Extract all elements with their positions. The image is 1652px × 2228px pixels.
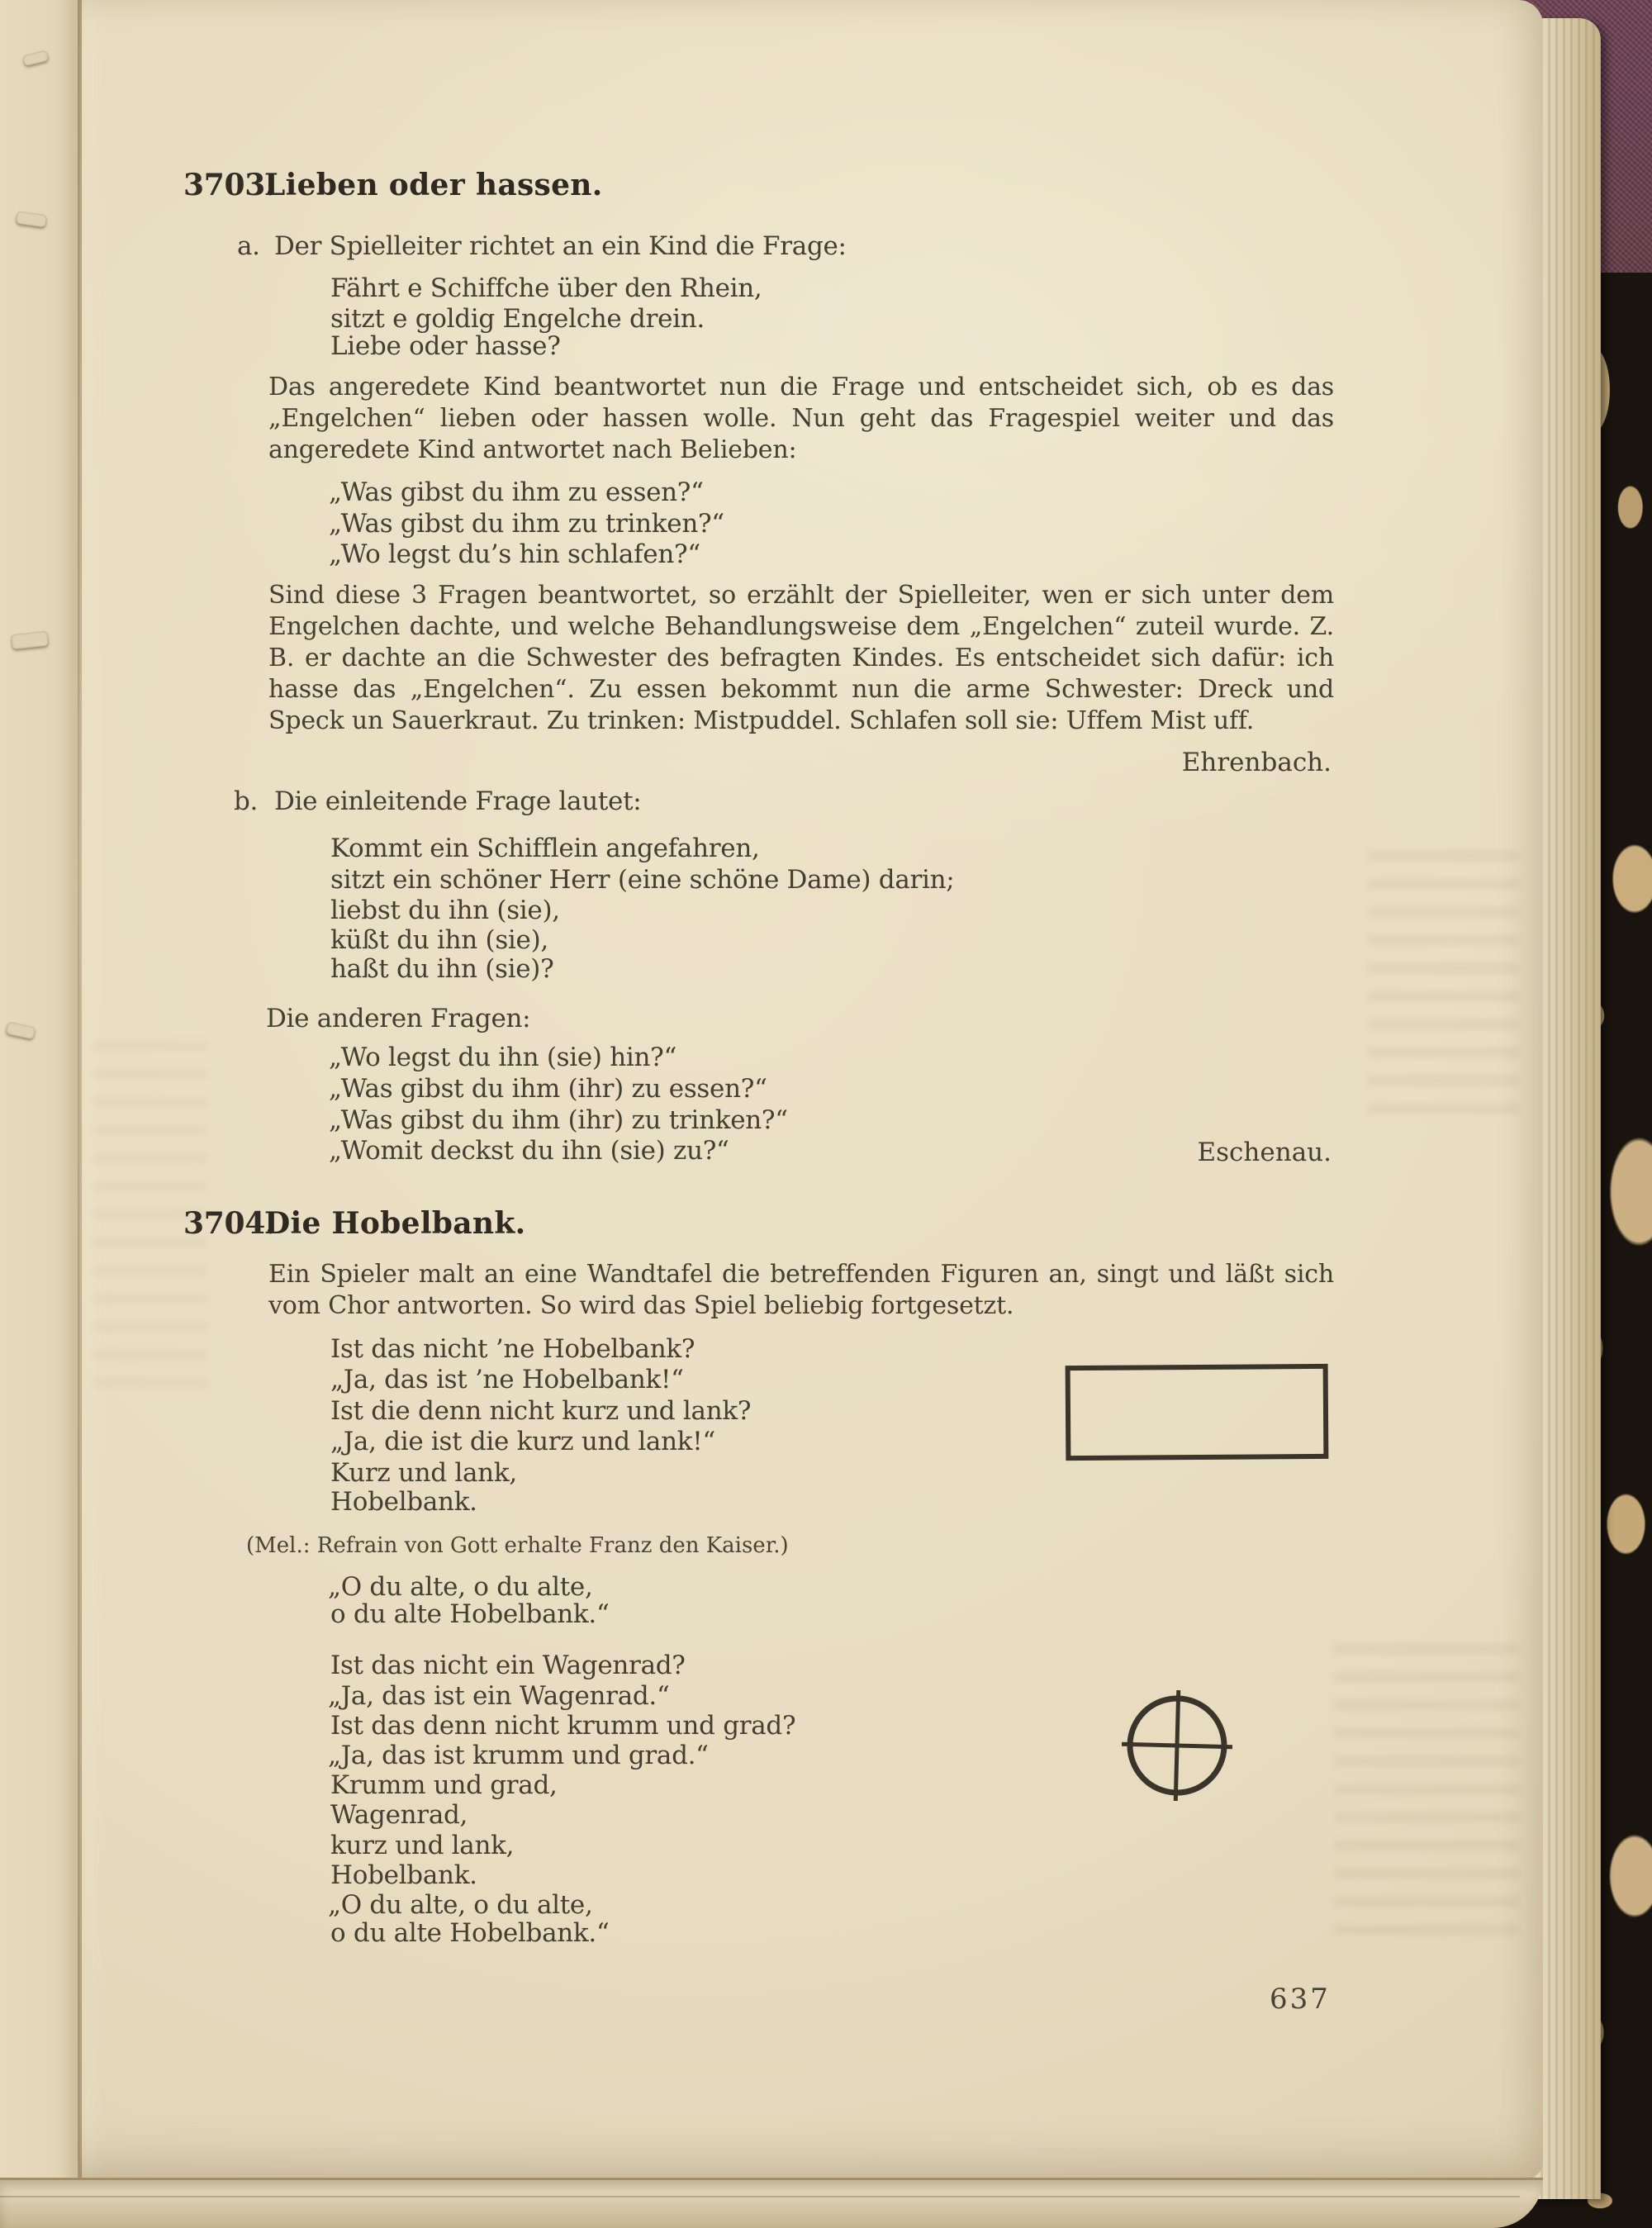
paragraph: Das angeredete Kind beantwortet nun die Frage und entscheidet sich, ob es das „Engelchen“ lieben oder hassen wolle. Nun geht das Fragespiel weiter und das angeredete Kind antwortet nach Belieben:: [268, 373, 1334, 464]
section-number: 3704.: [183, 1206, 276, 1241]
section-title: Die Hobelbank.: [264, 1206, 526, 1241]
attribution: Ehrenbach.: [1181, 748, 1332, 777]
verse-line: Liebe oder hasse?: [330, 331, 561, 361]
verse-line: Kommt ein Schifflein angefahren,: [330, 834, 760, 863]
question-line: „Wo legst du ihn (sie) hin?“: [329, 1043, 677, 1072]
verse-line: küßt du ihn (sie),: [330, 925, 548, 955]
subsection-label: a.: [237, 231, 260, 261]
melody-note: (Mel.: Refrain von Gott erhalte Franz den Kaiser.): [246, 1533, 789, 1558]
page-bottom-edge: [0, 2178, 1543, 2228]
refrain-line: o du alte Hobelbank.“: [330, 1599, 610, 1629]
gutter-shading: [0, 0, 79, 2178]
verse-line: Krumm und grad,: [330, 1770, 558, 1800]
verse-line: Ist die denn nicht kurz und lank?: [330, 1396, 752, 1426]
verse-line: Ist das nicht ein Wagenrad?: [330, 1651, 686, 1680]
subsection-intro: Die einleitende Frage lautet:: [274, 786, 642, 816]
gutter-crease: [78, 0, 82, 2178]
wagenrad-figure: [1118, 1686, 1237, 1805]
bleedthrough-smudge: [1334, 1644, 1520, 1950]
verse-line: Kurz und lank,: [330, 1458, 517, 1488]
section-title: Lieben oder hassen.: [264, 168, 603, 202]
hobelbank-figure: [1066, 1364, 1329, 1461]
verse-line: Ist das nicht ’ne Hobelbank?: [330, 1334, 695, 1364]
page-number: 637: [1270, 1983, 1331, 2016]
question-line: „Was gibst du ihm (ihr) zu trinken?“: [329, 1105, 788, 1135]
paragraph: Ein Spieler malt an eine Wandtafel die betreffenden Figuren an, singt und läßt sich vom Chor antworten. So wird das Spiel beliebig fortgesetzt.: [268, 1260, 1334, 1320]
verse-line: haßt du ihn (sie)?: [330, 954, 554, 984]
verse-line: o du alte Hobelbank.“: [330, 1918, 610, 1948]
verse-line: sitzt e goldig Engelche drein.: [330, 304, 705, 334]
verse-line: „Ja, das ist krumm und grad.“: [328, 1741, 709, 1770]
question-line: „Was gibst du ihm zu trinken?“: [329, 509, 724, 539]
verse-line: sitzt ein schöner Herr (eine schöne Dame) darin;: [330, 865, 955, 895]
verse-line: kurz und lank,: [330, 1831, 515, 1860]
verse-line: Wagenrad,: [330, 1800, 468, 1830]
question-line: „Was gibst du ihm zu essen?“: [329, 477, 704, 507]
question-line: „Wo legst du’s hin schlafen?“: [329, 539, 700, 569]
bleedthrough-smudge: [1367, 851, 1520, 1124]
verse-line: Fährt e Schiffche über den Rhein,: [330, 273, 762, 303]
verse-line: liebst du ihn (sie),: [330, 895, 560, 925]
verse-line: Hobelbank.: [330, 1860, 477, 1890]
page-bottom-edge-line: [0, 2196, 1520, 2197]
question-line: „Was gibst du ihm (ihr) zu essen?“: [329, 1074, 767, 1104]
attribution: Eschenau.: [1197, 1138, 1332, 1167]
subsection-intro: Der Spielleiter richtet an ein Kind die Frage:: [274, 231, 847, 261]
other-questions-label: Die anderen Fragen:: [266, 1004, 531, 1033]
verse-line: „Ja, das ist ’ne Hobelbank!“: [330, 1365, 684, 1394]
section-number: 3703.: [183, 168, 276, 202]
verse-line: „O du alte, o du alte,: [328, 1890, 593, 1920]
paragraph: Sind diese 3 Fragen beantwortet, so erzählt der Spielleiter, wen er sich unter dem Engelchen dachte, und welche Behandlungsweise dem „Engelchen“ zuteil wurde. Z. B. er dachte an die Schwester des befragten Kindes. Es entscheidet sich dafür: ich hasse das „Engelchen“. Zu essen bekommt nun die arme Schwester: Dreck und Speck un Sauerkraut. Zu trinken: Mistpuddel. Schlafen soll sie: Uffem Mist uff.: [268, 581, 1334, 735]
subsection-label: b.: [234, 786, 259, 816]
verse-line: „Ja, das ist ein Wagenrad.“: [328, 1681, 670, 1711]
page-edge-stack: [1533, 18, 1601, 2199]
verse-line: Hobelbank.: [330, 1487, 477, 1517]
verse-line: „Ja, die ist die kurz und lank!“: [330, 1427, 715, 1456]
refrain-line: „O du alte, o du alte,: [328, 1572, 593, 1602]
question-line: „Womit deckst du ihn (sie) zu?“: [329, 1136, 729, 1166]
verse-line: Ist das denn nicht krumm und grad?: [330, 1711, 796, 1741]
